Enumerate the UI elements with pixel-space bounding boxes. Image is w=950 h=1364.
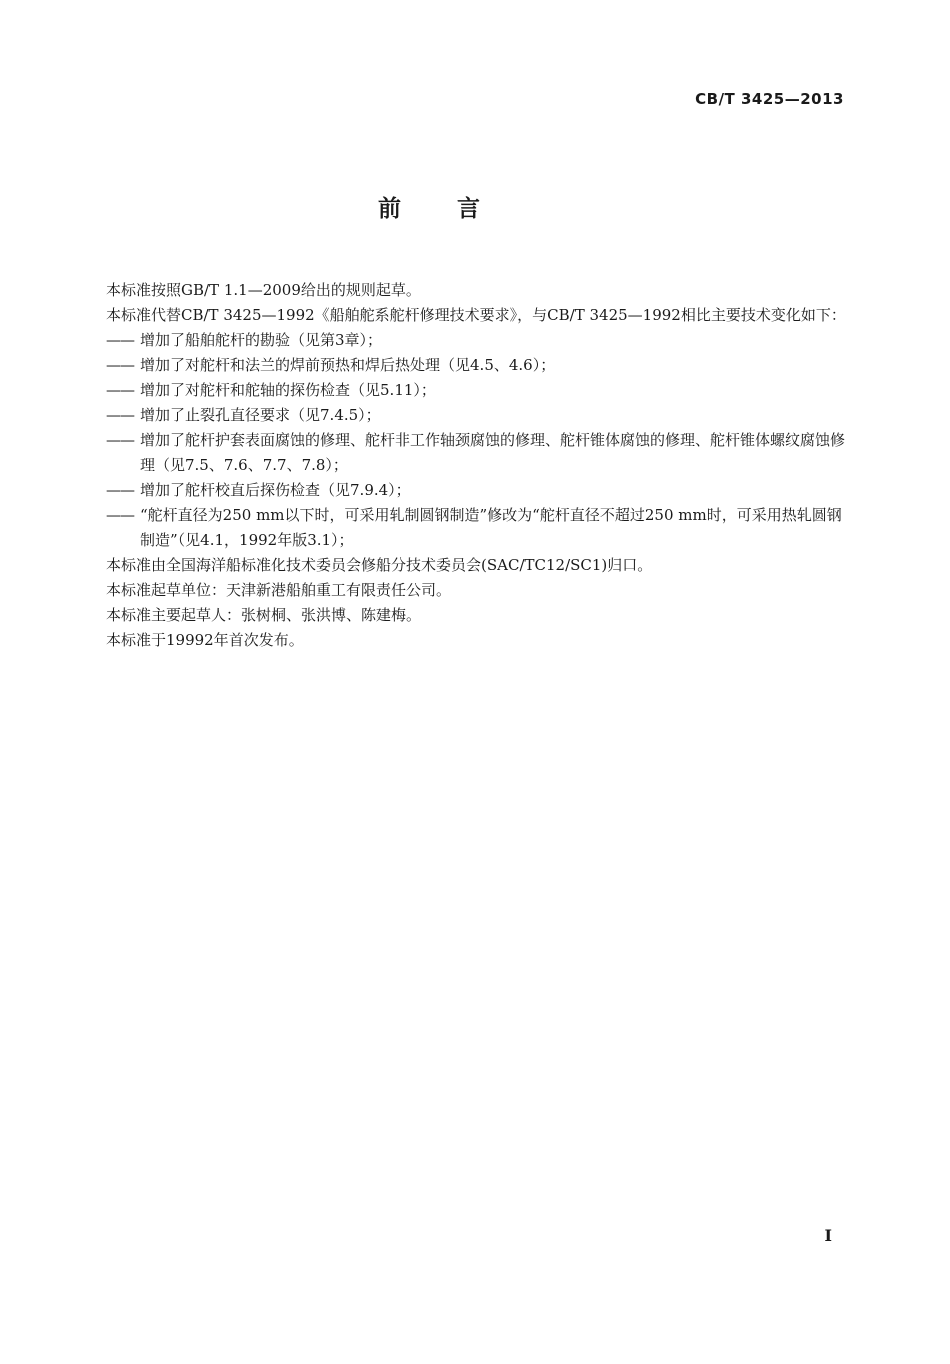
list-item-text: “舵杆直径为250 mm以下时，可采用轧制圆钢制造”修改为“舵杆直径不超过250 mm时，可采用热轧圆钢制造”（见4.1，1992年版3.1）； [140, 506, 842, 549]
list-item [106, 378, 846, 403]
paragraph-drafters: 本标准主要起草人：张树桐、张洪博、陈建梅。 [106, 606, 422, 624]
list-item-text: 增加了对舵杆和舵轴的探伤检查（见5.11）； [140, 381, 436, 399]
list-item [106, 503, 846, 553]
dash-marker: —— [106, 356, 134, 374]
dash-marker: —— [106, 406, 134, 424]
list-item-text: 增加了舵杆校直后探伤检查（见7.9.4）； [140, 481, 411, 499]
change-list [106, 328, 846, 553]
page-title: 前言 [378, 196, 536, 222]
page-number: I [824, 1226, 832, 1245]
list-item-text: 增加了船舶舵杆的勘验（见第3章）； [140, 331, 383, 349]
list-item [106, 478, 846, 503]
list-item-text: 增加了舵杆护套表面腐蚀的修理、舵杆非工作轴颈腐蚀的修理、舵杆锥体腐蚀的修理、舵杆锥体螺纹腐蚀修理（见7.5、7.6、7.7、7.8）； [140, 431, 846, 474]
dash-marker: —— [106, 381, 134, 399]
paragraph-drafting-unit: 本标准起草单位：天津新港船舶重工有限责任公司。 [106, 581, 452, 599]
list-item [106, 353, 846, 378]
list-item [106, 428, 846, 478]
list-item-text: 增加了对舵杆和法兰的焊前预热和焊后热处理（见4.5、4.6）； [140, 356, 556, 374]
paragraph-drafting-rule: 本标准按照GB/T 1.1—2009给出的规则起草。 [106, 281, 421, 299]
standard-code: CB/T 3425—2013 [695, 90, 844, 108]
paragraph-administration: 本标准由全国海洋船标准化技术委员会修船分技术委员会(SAC/TC12/SC1)归口。 [106, 556, 653, 574]
list-item-text: 增加了止裂孔直径要求（见7.4.5）； [140, 406, 381, 424]
dash-marker: —— [106, 431, 134, 449]
list-item [106, 403, 846, 428]
dash-marker: —— [106, 506, 134, 524]
paragraph-replacement: 本标准代替CB/T 3425—1992《船舶舵系舵杆修理技术要求》，与CB/T 3425—1992相比主要技术变化如下： [106, 306, 846, 324]
paragraph-first-release: 本标准于19992年首次发布。 [106, 631, 304, 649]
dash-marker: —— [106, 481, 134, 499]
dash-marker: —— [106, 331, 134, 349]
foreword-body [106, 278, 846, 653]
list-item [106, 328, 846, 353]
